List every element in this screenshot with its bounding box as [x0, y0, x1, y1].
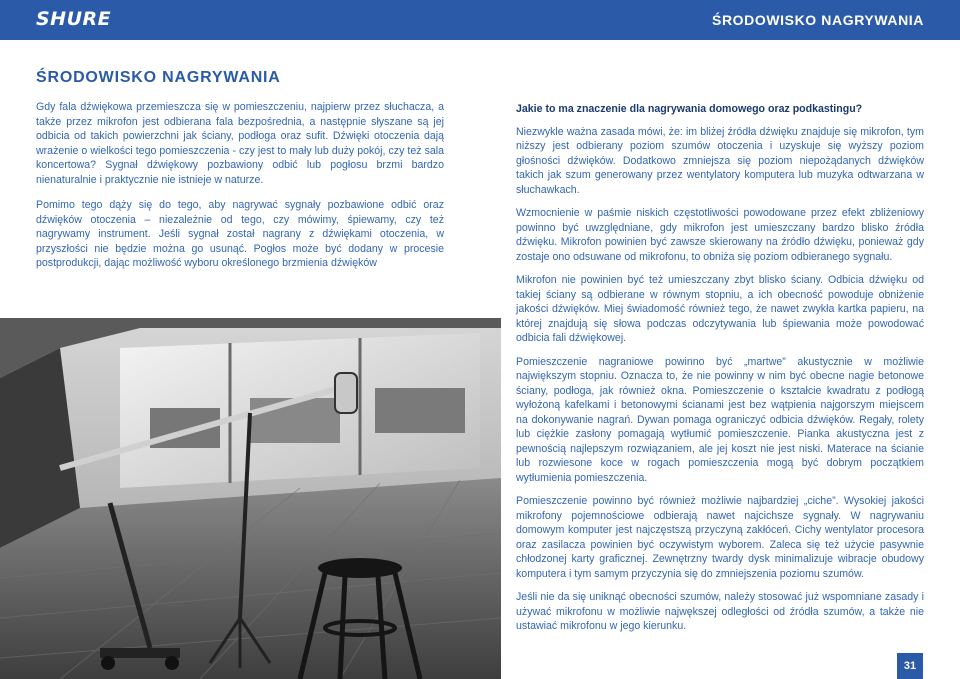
right-heading: Jakie to ma znaczenie dla nagrywania domowego oraz podkastingu?: [516, 103, 863, 115]
top-bar: [0, 0, 960, 40]
left-paragraph-1: Gdy fala dźwiękowa przemieszcza się w pomieszczeniu, najpierw przez słuchacza, a także przez mikrofon jest odbierana fala bezpośrednia, a następnie słyszane są jej odbicia od takich powierzchni jak ściany, podłoga oraz sufit. Dźwięki otoczenia dają wrażenie o wielkości tego pomieszczenia - czy jest to mały lub duży pokój, czy też sala koncertowa? Sygnał dźwiękowy pozbawiony odbić lub pogłosu brzmi bardzo nienaturalnie i praktycznie nie istnieje w naturze.: [36, 101, 444, 186]
right-paragraph-4: Pomieszczenie nagraniowe powinno być „martwe” akustycznie w możliwie największym stopniu. Oznacza to, że nie powinny w nim być obecne nagie betonowe ściany, podłoga, jak również okna. Pomieszczenie o kształcie kwadratu z podłogą wyłożoną kafelkami i betonowymi ścianami jest bez wątpienia najgorszym miejscem na dokonywanie nagrań. Dywan pomaga ograniczyć odbicia dźwięków. Regały, rolety lub ciężkie zasłony pomagają wytłumić pomieszczenie. Pianka akustyczna jest z pewnością najlepszym rozwiązaniem, ale jej koszt nie jest niski. Materace na ścianie lub rozwiesone koce w rogach pomieszczenia mogą być dobrym początkiem wytłumienia pomieszczenia.: [516, 355, 924, 484]
studio-photo-illustration: [0, 318, 501, 679]
right-paragraph-1: Niezwykle ważna zasada mówi, że: im bliżej źródła dźwięku znajduje się mikrofon, tym niższy jest odbierany poziom szumów otoczenia i uzyskuje się wyższy poziom głośności dźwięków. Dodatkowo zmniejsza się poziom niepożądanych dźwięków takich jak szum generowany przez wentylatory komputera lub muzyka odtwarzana w słuchawkach.: [516, 125, 924, 196]
left-paragraph-2: Pomimo tego dąży się do tego, aby nagrywać sygnały pozbawione odbić oraz dźwięków otoczenia – niezależnie od tego, czy mówimy, śpiewamy, czy też nagrywamy instrument. Jeśli sygnał został nagrany z dźwiękami otoczenia, w przyszłości nie będzie można go usunąć. Pogłos może być dodany w procesie postprodukcji, dając możliwość wyboru określonego brzmienia dźwięków: [36, 199, 444, 269]
page-title: ŚRODOWISKO NAGRYWANIA: [36, 69, 281, 86]
left-column: [36, 100, 444, 282]
right-paragraph-2: Wzmocnienie w paśmie niskich częstotliwości powodowane przez efekt zbliżeniowy powinno być uwzględniane, gdy mikrofon jest umieszczany bardzo blisko źródła dźwięku. Mikrofon powinien być zawsze skierowany na źródło dźwięku, ponieważ gdy zostaje ono odsuwane od mikrofonu, to obniża się poziom odbieranego sygnału.: [516, 207, 924, 263]
right-paragraph-3: Mikrofon nie powinien być też umieszczany zbyt blisko ściany. Odbicia dźwięku od takiej ściany są odbierane w równym stopniu, a ich obecność powoduje obniżenie jakości dźwięków. Miej świadomość również tego, że nawet zwykła kartka papieru, na której znajdują się słowa podczas odczytywania lub śpiewania może powodować odbicia fali dźwiękowej.: [516, 274, 924, 344]
right-column: [516, 102, 924, 643]
section-header-title: ŚRODOWISKO NAGRYWANIA: [712, 12, 924, 28]
right-paragraph-6: Jeśli nie da się uniknąć obecności szumów, należy stosować już wspomniane zasady i używać mikrofonu w możliwie najwększej odległości od źródła szumów, a także nie ustawiać mikrofonu w jego kierunku.: [516, 591, 924, 632]
studio-photo: [0, 318, 501, 679]
right-paragraph-5: Pomieszczenie powinno być również możliwie najbardziej „ciche”. Wysokiej jakości mikrofony pojemnościowe odbierają nawet najcichsze sygnały. W nagrywaniu domowym komputer jest najczęstszą przyczyną zakłóceń. Cichy wentylator procesora oraz zasilacza powinien być oczywistym wyborem. Zaleca się też użycie pasywnie chłodzonej karty graficznej. Zewnętrzny twardy dysk minimalizuje wibracje obudowy komputera i tym samym przyczynia się do zmniejszenia poziomu szumów.: [516, 495, 924, 580]
page-number: 31: [897, 653, 923, 679]
shure-logo: SHURE: [36, 8, 112, 30]
